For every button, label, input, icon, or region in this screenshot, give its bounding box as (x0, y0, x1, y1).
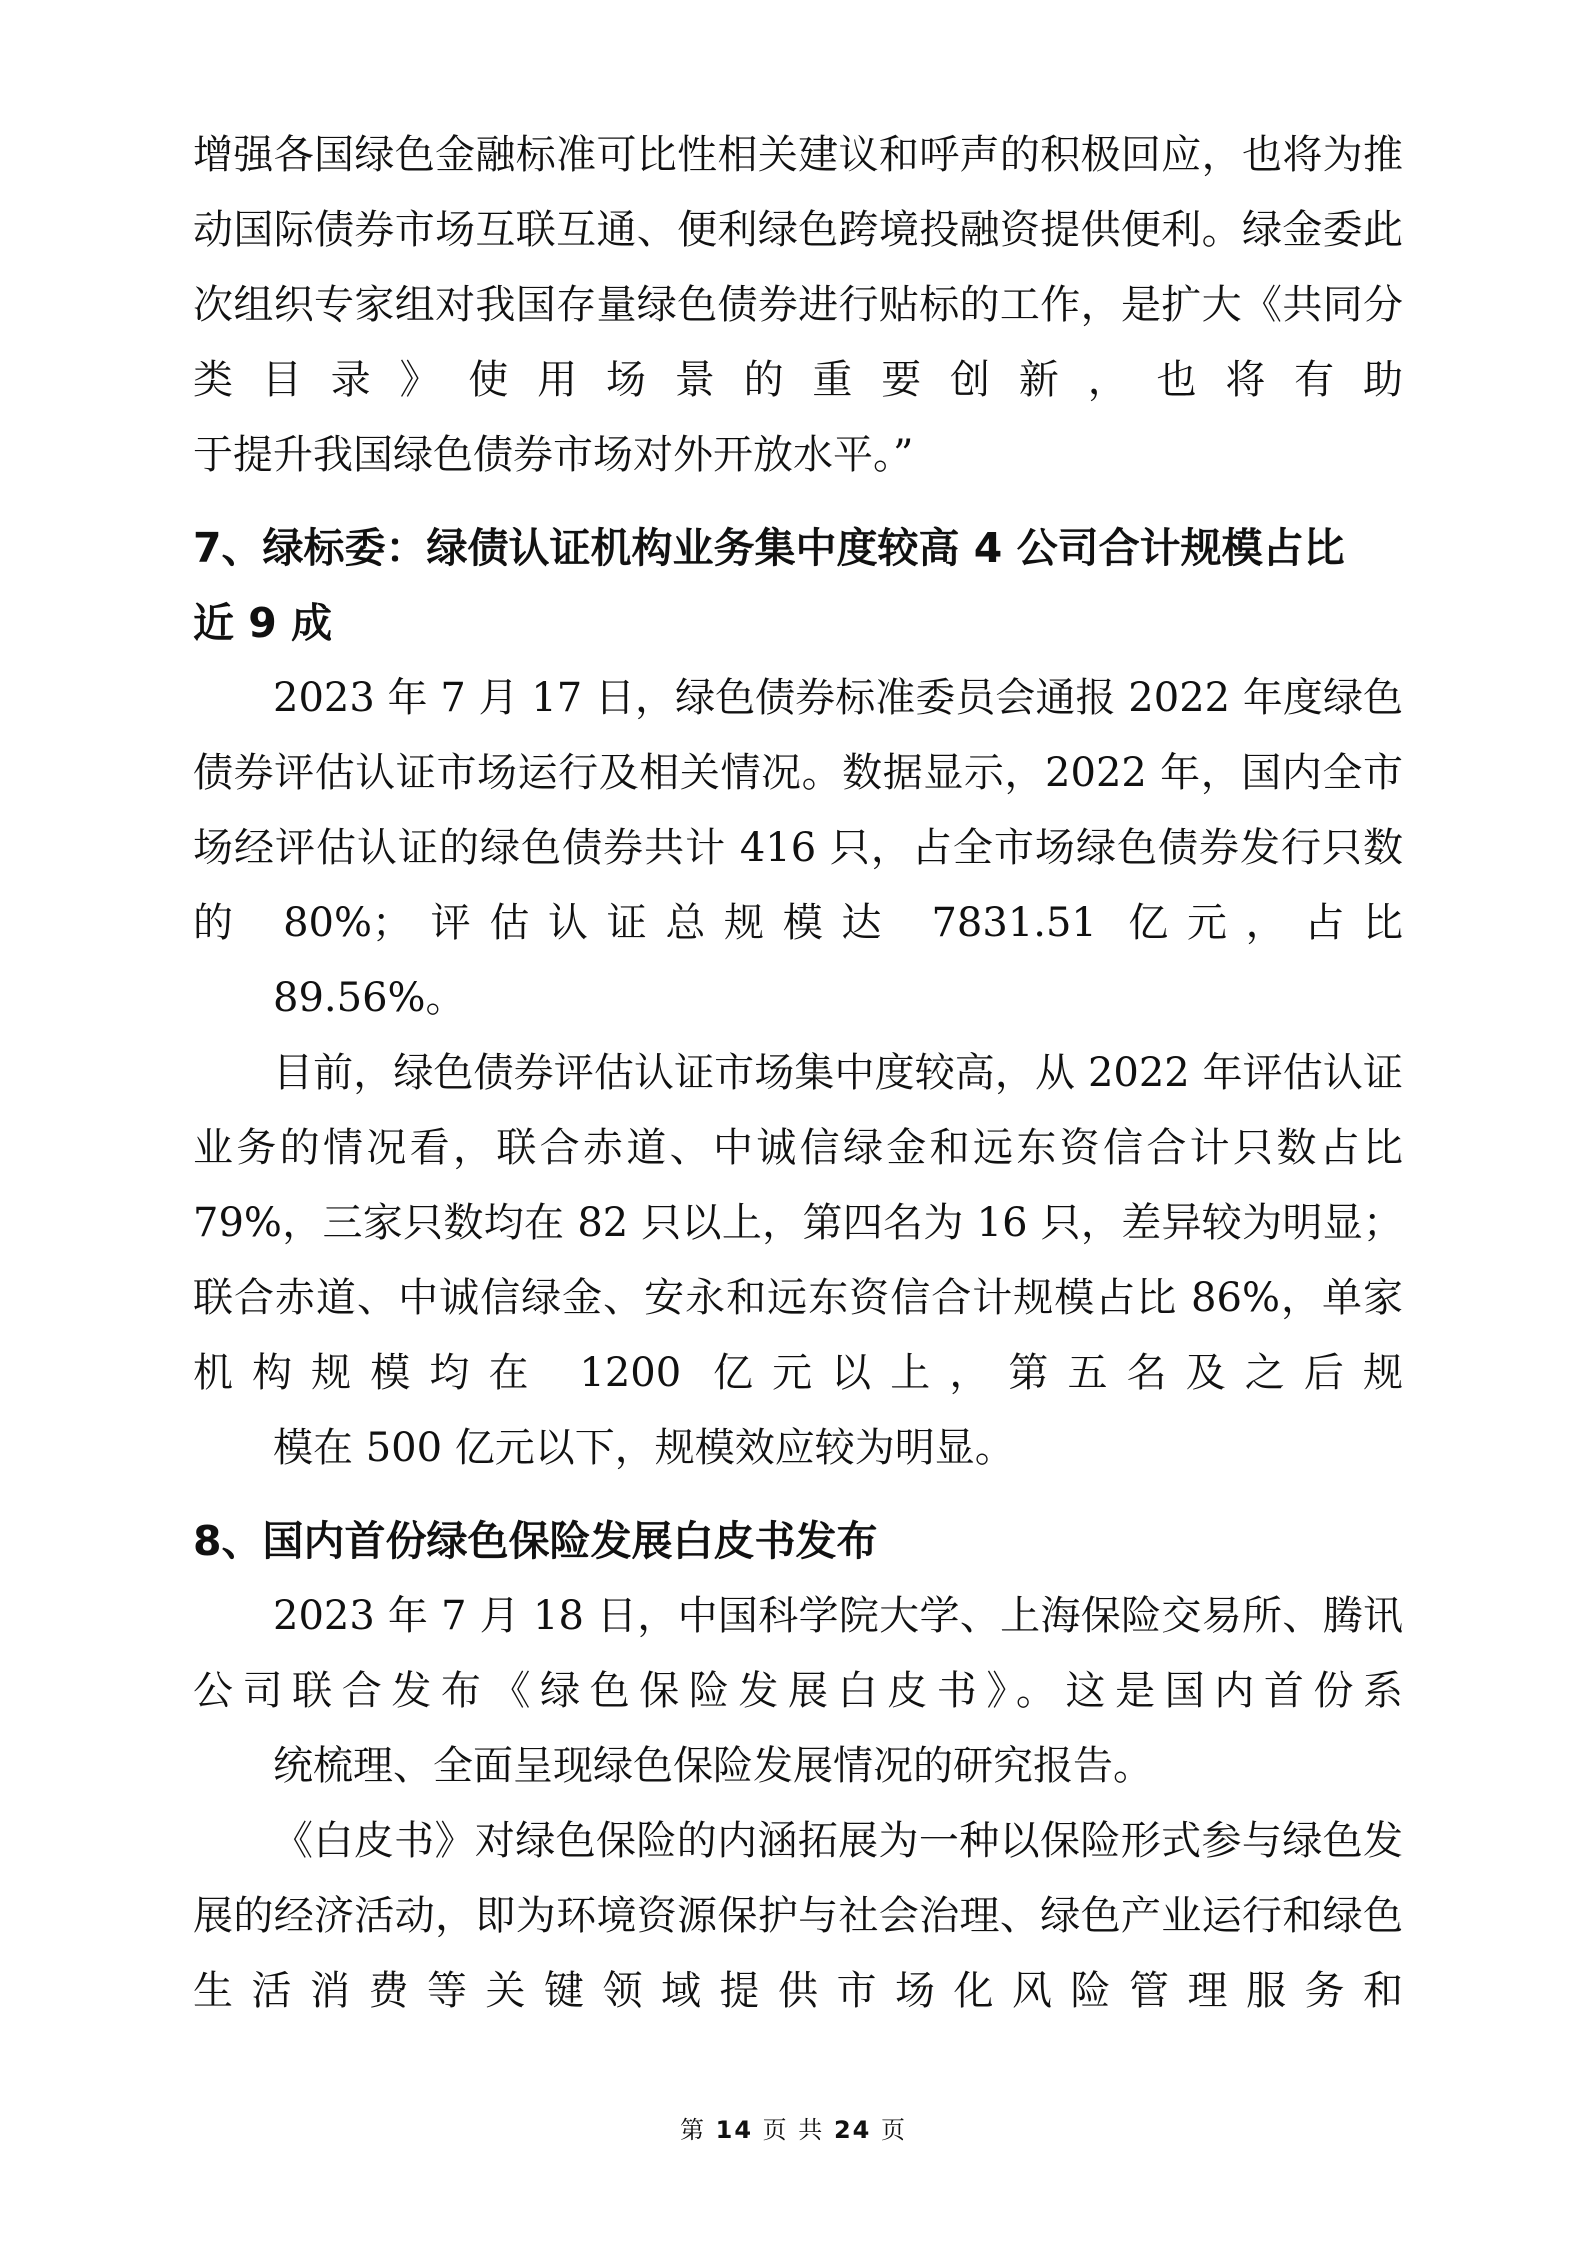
footer-middle: 页 共 (762, 2116, 825, 2144)
text-line: 较为明显；联合赤道、中诚信绿金、安永和远东资信合计规模 (193, 1200, 1404, 1321)
text-line: 认证业务的情况看，联合赤道、中诚信绿金和远东资信合计只 (193, 1050, 1403, 1171)
text-line: 腾讯公司联合发布《绿色保险发展白皮书》。这是国内首份系 (193, 1593, 1404, 1714)
footer-suffix: 页 (881, 2116, 907, 2144)
text-line: 券发行只数的 80%；评估认证总规模达 7831.51 亿元，占比 (193, 825, 1403, 946)
current-page-number: 14 (715, 2116, 754, 2144)
text-line: 绿色发展的经济活动，即为环境资源保护与社会治理、绿色产 (193, 1818, 1404, 1939)
body-paragraph (193, 118, 1403, 493)
text-line: 内全市场经评估认证的绿色债券共计 416 只，占全市场绿色债 (193, 750, 1404, 871)
text-line: 增强各国绿色金融标准可比性相关建议和呼声的积极回应，也 (193, 132, 1283, 178)
footer-prefix: 第 (679, 2116, 706, 2144)
section-heading (193, 1504, 1403, 1579)
body-paragraph (193, 1804, 1403, 2029)
text-line: 作，是扩大《共同分类目录》使用场景的重要创新，也将有助 (193, 282, 1404, 403)
text-line-last: 模在 500 亿元以下，规模效应较为明显。 (273, 1425, 1015, 1471)
text-line: 业运行和绿色生活消费等关键领域提供市场化风险管理服务和 (193, 1893, 1404, 2014)
section-heading (193, 511, 1403, 661)
body-paragraph (193, 1579, 1403, 1804)
text-line: 将为推动国际债券市场互联互通、便利绿色跨境投融资提供便 (193, 132, 1404, 253)
text-line: 2023 年 7 月 17 日，绿色债券标准委员会通报 2022 年度绿 (273, 675, 1363, 721)
page-footer (0, 2110, 1587, 2145)
text-line: 色债券评估认证市场运行及相关情况。数据显示，2022 年，国 (193, 675, 1403, 796)
text-line-last: 于提升我国绿色债券市场对外开放水平。” (193, 432, 914, 478)
text-line: 数占比 79%，三家只数均在 82 只以上，第四名为 16 只，差异 (193, 1125, 1404, 1246)
total-page-count: 24 (833, 2116, 872, 2144)
body-paragraph (193, 661, 1403, 1036)
text-line-last: 8、国内首份绿色保险发展白皮书发布 (193, 1517, 878, 1565)
text-line: 《白皮书》对绿色保险的内涵拓展为一种以保险形式参与 (273, 1818, 1283, 1864)
body-paragraph (193, 1036, 1403, 1486)
text-line-last: 近 9 成 (193, 599, 333, 647)
text-line: 7、绿标委：绿债认证机构业务集中度较高 4 公司合计规模占比 (193, 524, 1345, 572)
text-line-last: 统梳理、全面呈现绿色保险发展情况的研究报告。 (273, 1743, 1153, 1789)
document-body (193, 118, 1403, 2029)
text-line: 2023 年 7 月 18 日，中国科学院大学、上海保险交易所、 (273, 1593, 1323, 1639)
text-line: 目前，绿色债券评估认证市场集中度较高，从 2022 年评估 (273, 1050, 1323, 1096)
text-line-last: 89.56%。 (273, 975, 466, 1021)
text-line: 占比 86%，单家机构规模均在 1200 亿元以上，第五名及之后规 (193, 1275, 1403, 1396)
text-line: 利。绿金委此次组织专家组对我国存量绿色债券进行贴标的工 (193, 207, 1404, 328)
